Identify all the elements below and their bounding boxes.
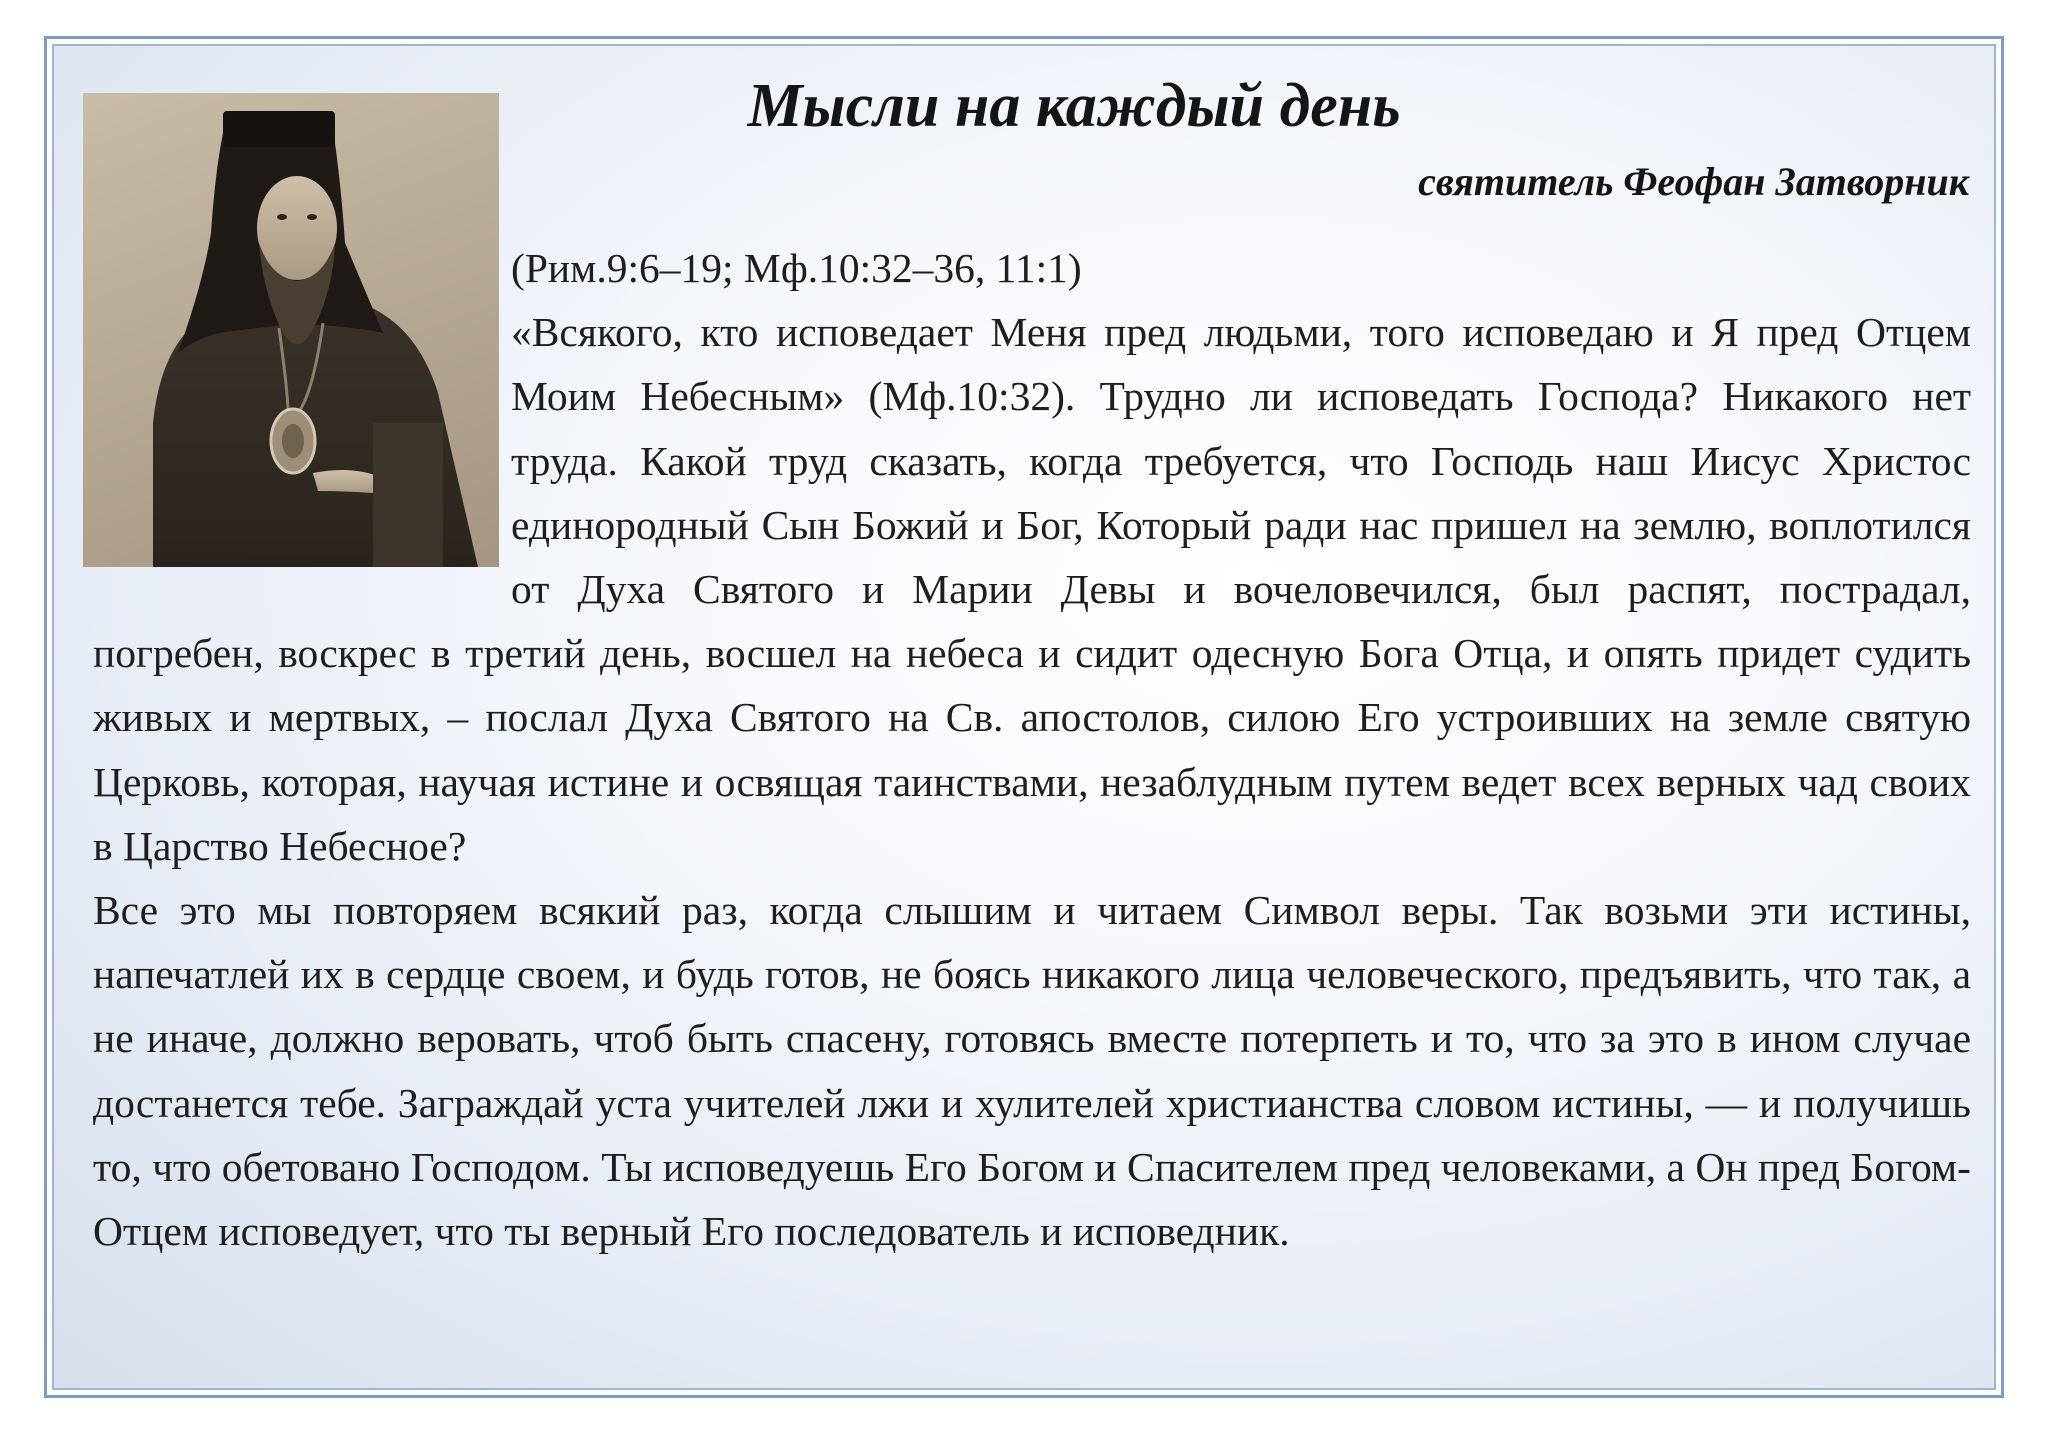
portrait-spacer (93, 236, 511, 621)
page-frame (44, 36, 2004, 1398)
paragraph-second: Все это мы повторяем всякий раз, когда слышим и читаем Символ веры. Так возьми эти истины, напечатлей их в сердце своем, и будь готов, не боясь никакого лица человеческого, предъявить, что так, а не иначе, должно веровать, чтоб быть спасену, готовясь вместе потерпеть и то, что за это в ином случае достанется тебе. Заграждай уста учителей лжи и хулителей христианства словом истины, — и получишь то, что обетовано Господом. Ты исповедуешь Его Богом и Спасителем пред человеками, а Он пред Богом-Отцем исповедует, что ты верный Его последователь и исповедник. (93, 887, 1971, 1255)
body-text (93, 236, 1971, 1263)
page-content (52, 44, 1996, 1390)
page-title: Мысли на каждый день (747, 72, 1401, 140)
scripture-reference: (Рим.9:6–19; Мф.10:32–36, 11:1) (511, 245, 1082, 291)
paragraph-first: «Всякого, кто исповедает Меня пред людьми, того исповедаю и Я пред Отцем Моим Небесным» (Мф.10:32). Трудно ли исповедать Господа? Никакого нет труда. Какой труд сказать, когда требуется, что Господь наш Иисус Христос единородный Сын Божий и Бог, Который ради нас пришел на землю, воплотился от Духа Святого и Марии Девы и вочеловечился, был распят, пострадал, погребен, воскрес в третий день, восшел на небеса и сидит одесную Бога Отца, и опять придет судить живых и мертвых, – послал Духа Святого на Св. апостолов, силою Его устроивших на земле святую Церковь, которая, научая истине и освящая таинствами, незаблудным путем ведет всех верных чад своих в Царство Небесное? (93, 309, 1971, 869)
author-name: святитель Феофан Затворник (1418, 159, 1969, 204)
